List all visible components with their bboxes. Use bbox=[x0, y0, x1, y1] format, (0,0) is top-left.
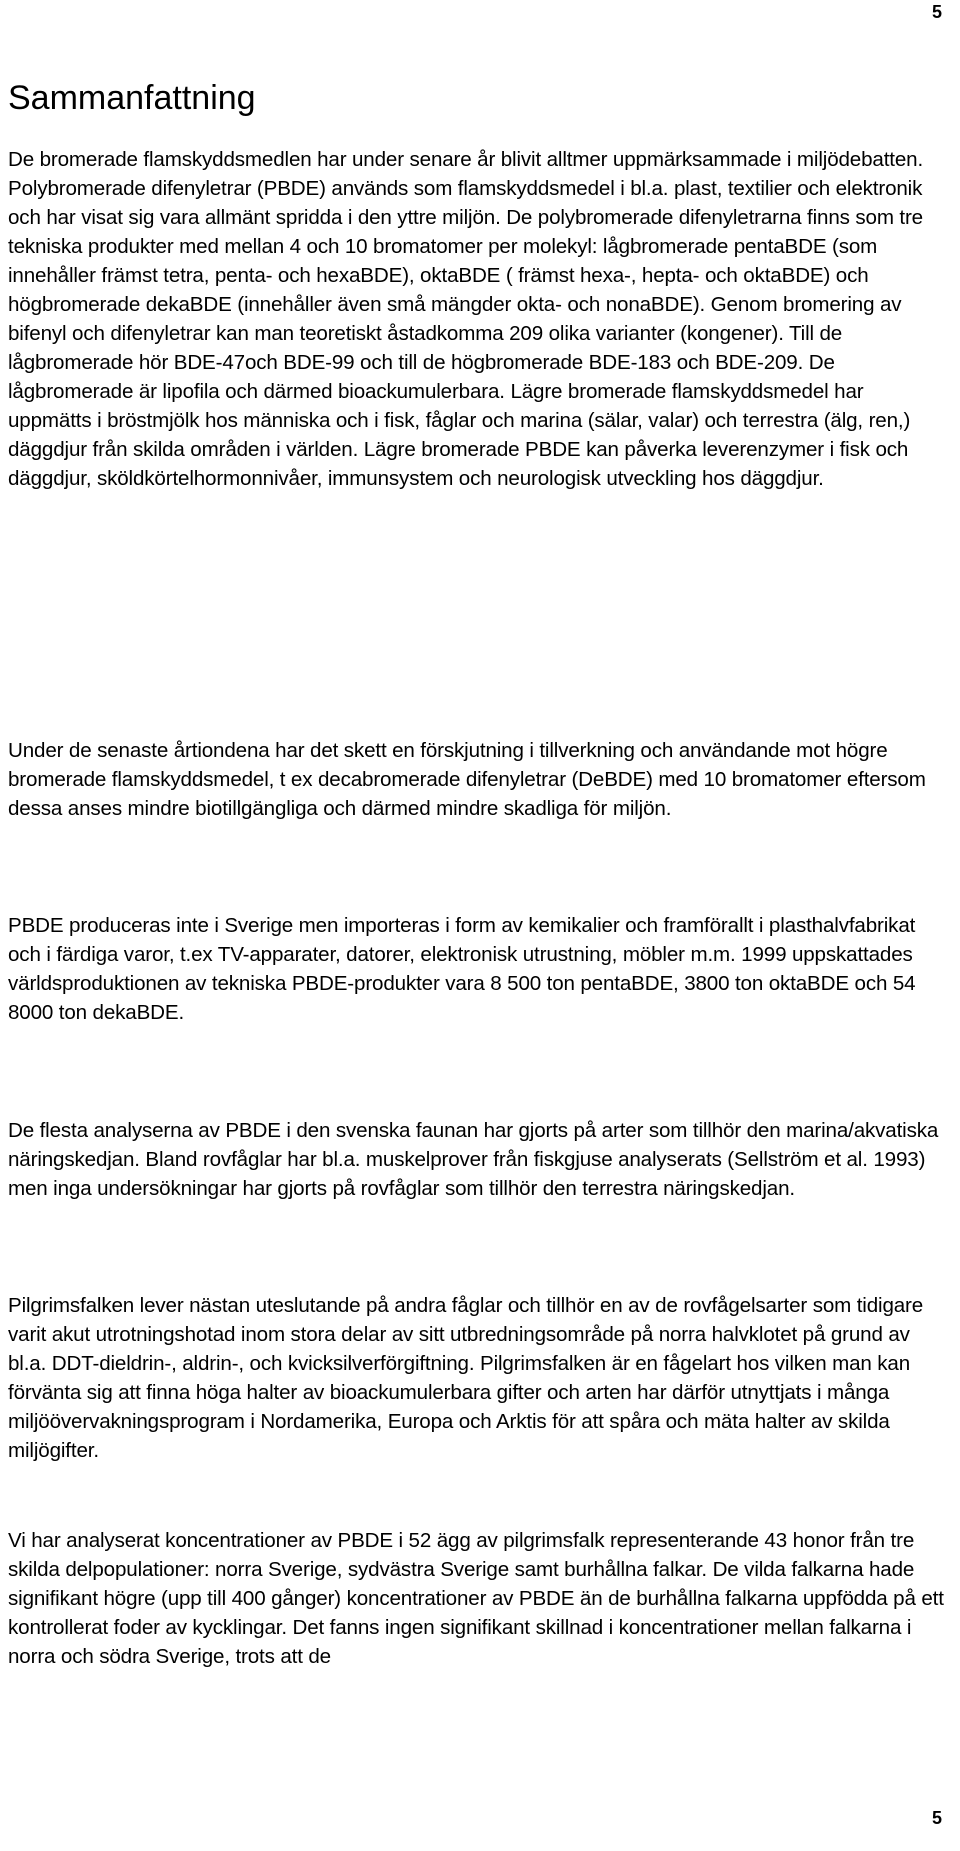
paragraph-6: Vi har analyserat koncentrationer av PBDE i 52 ägg av pilgrimsfalk representerande 43 honor från tre skilda delpopulationer: norra Sverige, sydvästra Sverige samt burhållna falkar. De vilda falkarna hade signifikant högre (upp till 400 gånger) koncentrationer av PBDE än de burhållna falkarna uppfödda på ett kontrollerat foder av kycklingar. Det fanns ingen signifikant skillnad i koncentrationer mellan falkarna i norra och södra Sverige, trots att de bbox=[8, 1529, 944, 1668]
paragraph-4: De flesta analyserna av PBDE i den svenska faunan har gjorts på arter som tillhör den marina/akvatiska näringskedjan. Bland rovfåglar har bl.a. muskelprover från fiskgjuse analyserats (Sellström et al. 1993) men inga undersökningar har gjorts på rovfåglar som tillhör den terrestra näringskedjan. bbox=[8, 1119, 939, 1200]
paragraph-3: PBDE produceras inte i Sverige men importeras i form av kemikalier och framförallt i plasthalvfabrikat och i färdiga varor, t.ex TV-apparater, datorer, elektronisk utrustning, möbler m.m. 1999 uppskattades världsproduktionen av tekniska PBDE-produkter vara 8 500 ton pentaBDE, 3800 ton oktaBDE och 54 8000 ton dekaBDE. bbox=[8, 914, 916, 1024]
page-number-top: 5 bbox=[931, 2, 942, 22]
paragraph-5: Pilgrimsfalken lever nästan uteslutande på andra fåglar och tillhör en av de rovfågelsarter som tidigare varit akut utrotningshotad inom stora delar av sitt utbredningsområde på norra halvklotet på grund av bl.a. DDT-dieldrin-, aldrin-, och kvicksilverförgiftning. Pilgrimsfalken är en fågelart hos vilken man kan förvänta sig att finna höga halter av bioackumulerbara gifter och arten har därför utnyttjats i många miljöövervakningsprogram i Nordamerika, Europa och Arktis för att spåra och mäta halter av skilda miljögifter. bbox=[8, 1294, 924, 1462]
section-heading: Sammanfattning bbox=[8, 79, 256, 117]
paragraph-2: Under de senaste årtiondena har det skett en förskjutning i tillverkning och användande mot högre bromerade flamskyddsmedel, t ex decabromerade difenyletrar (DeBDE) med 10 bromatomer eftersom dessa anses mindre biotillgängliga och därmed mindre skadliga för miljön. bbox=[8, 739, 926, 820]
paragraph-1: De bromerade flamskyddsmedlen har under senare år blivit alltmer uppmärksammade i miljödebatten. Polybromerade difenyletrar (PBDE) används som flamskyddsmedel i bl.a. plast, textilier och elektronik och har visat sig vara allmänt spridda i den yttre miljön. De polybromerade difenyletrarna finns som tre tekniska produkter med mellan 4 och 10 bromatomer per molekyl: lågbromerade pentaBDE (som innehåller främst tetra, penta- och hexaBDE), oktaBDE ( främst hexa-, hepta- och oktaBDE) och högbromerade dekaBDE (innehåller även små mängder okta- och nonaBDE). Genom bromering av bifenyl och difenyletrar kan man teoretiskt åstadkomma 209 olika varianter (kongener). Till de lågbromerade hör BDE-47och BDE-99 och till de högbromerade BDE-183 och BDE-209. De lågbromerade är lipofila och därmed bioackumulerbara. Lägre bromerade flamskyddsmedel har uppmätts i bröstmjölk hos människa och i fisk, fåglar och marina (sälar, valar) och terrestra (älg, ren,) däggdjur från skilda områden i världen. Lägre bromerade PBDE kan påverka leverenzymer i fisk och däggdjur, sköldkörtelhormonnivåer, immunsystem och neurologisk utveckling hos däggdjur. bbox=[8, 148, 924, 490]
page-number-bottom: 5 bbox=[931, 1808, 942, 1828]
